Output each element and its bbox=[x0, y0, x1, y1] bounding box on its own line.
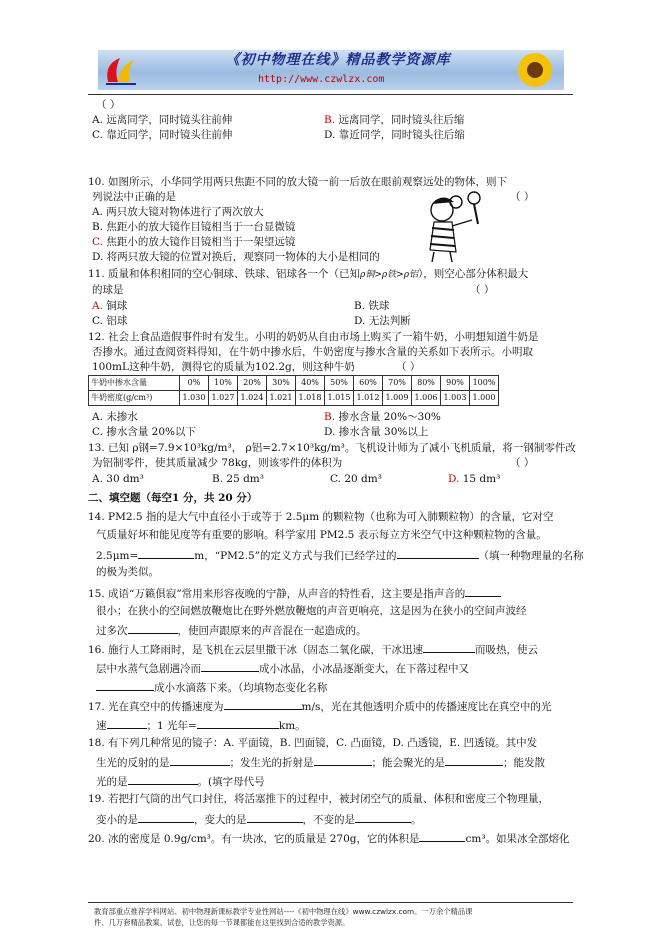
q9-paren: （ ） bbox=[96, 99, 121, 111]
q17-stem-1: 17. 光在真空中的传播速度为 m/s，光在其他透明介质中的传播速度比在真空中的光 bbox=[88, 698, 551, 714]
q16-stem-1: 16. 施行人工降雨时，是飞机在云层里撒干冰（固态二氧化碳，干冰迅速 而吸热，使云 bbox=[88, 641, 538, 657]
q10-paren: （ ） bbox=[510, 191, 535, 203]
q9-option-c: C. 靠近同学，同时镜头往前伸 bbox=[92, 129, 233, 141]
q12-stem-1: 12. 社会上食品造假事件时有发生。小明的奶奶从自由市场上购买了一箱牛奶，小明想知道牛奶是 bbox=[88, 331, 539, 343]
q16-stem-2: 层中水蒸气急剧遇冷而 成小冰晶，小冰晶逐渐变大，在下落过程中又 bbox=[96, 660, 469, 676]
q13-stem-1: 13. 已知 ρ钢=7.9×10³kg/m³， ρ铝=2.7×10³kg/m³。飞机设计师为了减小飞机质量，将一钢制零件改 bbox=[88, 442, 576, 454]
table-row: 牛奶密度(g/cm³) 1.030 1.027 1.024 1.021 1.018 1.015 1.012 1.009 1.006 1.003 1.000 bbox=[89, 391, 499, 406]
q10-stem-1: 10. 如图所示，小华同学用两只焦距不同的放大镜一前一后放在眼前观察远处的物体，则下 bbox=[88, 176, 508, 188]
footer-line-2: 件、几万套精品教案、试卷，让您的每一节课都能在这里找到合适的教学资源。 bbox=[94, 918, 350, 927]
q10-option-c: C. 焦距小的放大镜作目镜相当于一架望远镜 bbox=[92, 236, 296, 248]
magnifier-boy-illustration bbox=[412, 190, 500, 262]
answer-blank[interactable] bbox=[201, 660, 259, 672]
q11-option-b: B. 铁球 bbox=[354, 300, 390, 312]
q15-stem-1: 15. 成语“万籁俱寂”常用来形容夜晚的宁静，从声音的特性看，这主要是指声音的 bbox=[88, 585, 501, 601]
q13-option-a: A. 30 dm³ bbox=[92, 473, 144, 485]
q12-stem-2: 否掺水。通过查阅资料得知，在牛奶中掺水后，牛奶密度与掺水含量的关系如下表所示。小明取 bbox=[92, 346, 533, 358]
q17-stem-2: 速 ；1 光年= km。 bbox=[96, 717, 306, 733]
footer-line-1: 教育部重点推荐学科网站、初中物理新课标教学专业性网站----《初中物理在线》www.czwlzx.com。一万余个精品课 bbox=[94, 907, 473, 916]
q12-option-d: D. 掺水含量 30%以上 bbox=[324, 426, 429, 438]
q13-stem-2: 为铝制零件，使其质量减少 78kg，则该零件的体积为 bbox=[92, 457, 343, 469]
q13-option-d: D. 15 dm³ bbox=[448, 473, 501, 485]
answer-blank[interactable] bbox=[128, 773, 198, 785]
milk-density-table bbox=[88, 375, 499, 406]
answer-blank[interactable] bbox=[314, 754, 372, 766]
banner-url[interactable]: http://www.czwlzx.com bbox=[258, 74, 385, 85]
q11-option-a: A. 铜球 bbox=[92, 300, 128, 312]
q11-option-d: D. 无法判断 bbox=[354, 315, 411, 327]
footer-rule bbox=[88, 902, 573, 903]
q15-stem-3: 过多次 ，使回声跟原来的声音混在一起造成的。 bbox=[96, 622, 367, 638]
answer-blank[interactable] bbox=[465, 585, 501, 597]
sunflower-icon bbox=[510, 50, 560, 90]
q10-option-b: B. 焦距小的放大镜作目镜相当于一台显微镜 bbox=[92, 221, 296, 233]
q10-stem-2: 列说法中正确的是 bbox=[92, 191, 176, 203]
q18-stem-1: 18. 有下列几种常见的镜子：A. 平面镜，B. 凹面镜，C. 凸面镜，D. 凸透镜，E. 凹透镜。其中发 bbox=[88, 737, 538, 749]
answer-blank[interactable] bbox=[128, 622, 178, 634]
q13-option-b: B. 25 dm³ bbox=[212, 473, 264, 485]
answer-blank[interactable] bbox=[355, 811, 411, 823]
table-header: 牛奶中掺水含量 bbox=[89, 376, 180, 391]
q9-option-b: B. 远离同学，同时镜头往后缩 bbox=[324, 114, 465, 126]
answer-blank[interactable] bbox=[397, 547, 479, 559]
section-title: 二、填空题（每空1 分，共 20 分） bbox=[88, 492, 258, 504]
q14-stem-4: 的极为类似。 bbox=[96, 566, 159, 578]
q19-stem-1: 19. 若把打气筒的出气口封住，将活塞推下的过程中，被封闭空气的质量、体积和密度三个物理量， bbox=[88, 793, 550, 805]
q18-stem-3: 光的是 。(填字母代号 bbox=[96, 773, 265, 789]
q20-stem-1: 20. 冰的密度是 0.9g/cm³。有一块冰，它的质量是 270g，它的体积是 cm³。如果冰全部熔化 bbox=[88, 830, 570, 846]
q11-option-c: C. 铝球 bbox=[92, 315, 128, 327]
q16-stem-3: 成小水滴落下来。（均填物态变化名称 bbox=[96, 679, 327, 695]
answer-blank[interactable] bbox=[445, 754, 503, 766]
q9-option-d: D. 靠近同学，同时镜头往后缩 bbox=[324, 129, 465, 141]
answer-blank[interactable] bbox=[96, 679, 154, 691]
q13-option-c: C. 20 dm³ bbox=[330, 473, 382, 485]
q12-option-b: B. 掺水含量 20%～30% bbox=[324, 411, 441, 423]
q11-paren: （ ） bbox=[470, 284, 495, 296]
q15-stem-2: 很小；在狭小的空间燃放鞭炮比在野外燃放鞭炮的声音更响亮，这是因为在狭小的空间声波经 bbox=[96, 605, 527, 617]
q14-stem-2: 气质量好坏和能见度等有重要的影响。科学家用 PM2.5 表示每立方米空气中这种颗粒物的含量。 bbox=[96, 529, 547, 541]
header-rule bbox=[88, 94, 573, 95]
q10-option-d: D. 将两只放大镜的位置对换后，观察同一物体的大小是相同的 bbox=[92, 251, 380, 263]
q12-option-c: C. 掺水含量 20%以下 bbox=[92, 426, 197, 438]
q10-option-a: A. 两只放大镜对物体进行了两次放大 bbox=[92, 206, 264, 218]
q11-stem-2: 的球是 bbox=[92, 284, 124, 296]
banner-title: 《初中物理在线》精品教学资源库 bbox=[225, 52, 451, 68]
answer-blank[interactable] bbox=[197, 717, 279, 729]
q14-stem-3: 2.5μm= m，“PM2.5”的定义方式与我们已经学过的 （填一种物理量的名称 bbox=[96, 547, 584, 563]
q12-stem-3: 100mL这种牛奶，测得它的质量为102.2g，则这种牛奶 bbox=[92, 361, 355, 373]
answer-blank[interactable] bbox=[423, 641, 475, 653]
header-banner bbox=[98, 50, 564, 90]
q12-option-a: A. 未掺水 bbox=[92, 411, 138, 423]
q11-stem-1: 11. 质量和体积相同的空心铜球、铁球、铝球各一个（已知ρ铜>ρ铁>ρ铝），则空心部分体积最大 bbox=[88, 268, 529, 280]
answer-blank[interactable] bbox=[224, 698, 302, 710]
answer-blank[interactable] bbox=[419, 830, 465, 842]
q19-stem-2: 变小的是 ，变大的是 ，不变的是 。 bbox=[96, 811, 422, 827]
q9-option-a: A. 远离同学，同时镜头往前伸 bbox=[92, 114, 233, 126]
answer-blank[interactable] bbox=[138, 811, 194, 823]
table-row: 牛奶中掺水含量 0% 10% 20% 30% 40% 50% 60% 70% 80% 90% 100% bbox=[89, 376, 499, 391]
q18-stem-2: 生光的反射的是 ；发生光的折射是 ；能会聚光的是 ；能发散 bbox=[96, 754, 545, 770]
table-header: 牛奶密度(g/cm³) bbox=[89, 391, 180, 406]
site-logo-icon bbox=[102, 52, 142, 88]
page-footer bbox=[94, 906, 574, 928]
q14-stem-1: 14. PM2.5 指的是大气中直径小于或等于 2.5μm 的颗粒物（也称为可入肺颗粒物）的含量，它对空 bbox=[88, 511, 554, 523]
answer-blank[interactable] bbox=[107, 717, 147, 729]
q13-paren: （ ） bbox=[510, 457, 535, 469]
answer-blank[interactable] bbox=[247, 811, 303, 823]
q12-paren: （ ） bbox=[396, 361, 421, 373]
answer-blank[interactable] bbox=[170, 754, 230, 766]
answer-blank[interactable] bbox=[138, 547, 194, 559]
